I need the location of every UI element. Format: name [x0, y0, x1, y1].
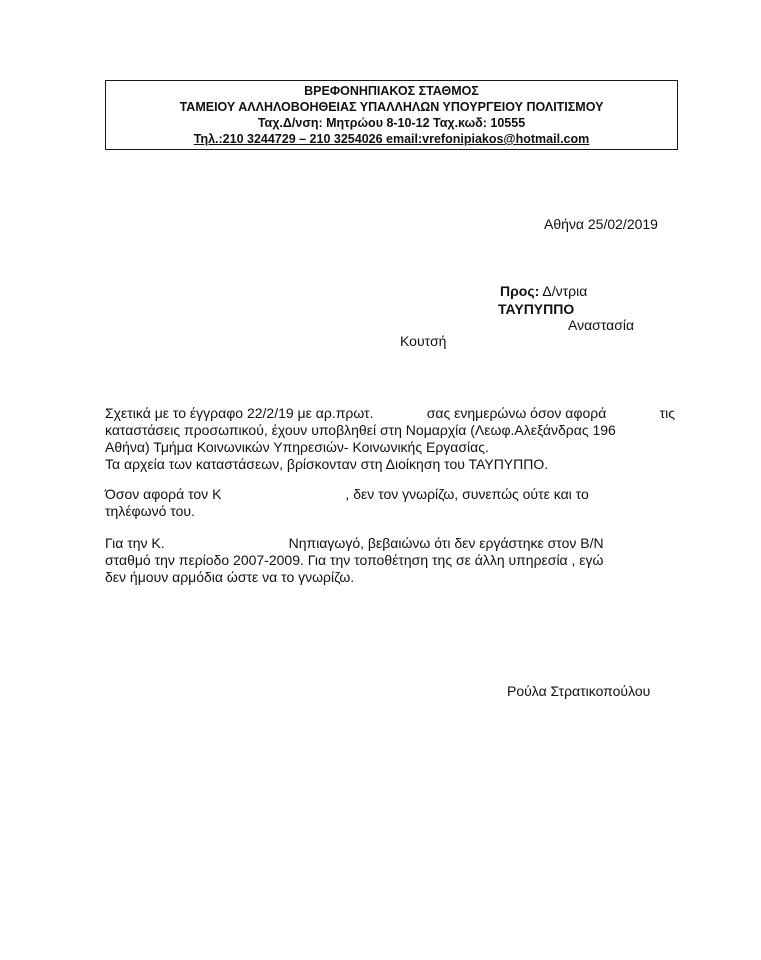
paragraph-line: καταστάσεις προσωπικού, έχουν υποβληθεί στη Νομαρχία (Λεωφ.Αλεξάνδρας 196 — [105, 422, 616, 438]
letter-date: Αθήνα 25/02/2019 — [544, 216, 658, 232]
recipient-title: Δ/ντρια — [539, 283, 588, 299]
paragraph-line — [105, 486, 675, 503]
letterhead-institution: ΒΡΕΦΟΝΗΠΙΑΚΟΣ ΣΤΑΘΜΟΣ — [304, 84, 479, 98]
paragraph-unknown-person — [105, 486, 675, 520]
paragraph-line: τηλέφωνό του. — [105, 503, 195, 519]
text-fragment: Για την Κ. — [105, 535, 165, 551]
paragraph-line: Αθήνα) Τμήμα Κοινωνικών Υπηρεσιών- Κοινωνικής Εργασίας. — [105, 439, 489, 455]
letterhead-phone: Τηλ.:210 3244729 – 210 3254026 — [193, 132, 387, 146]
text-fragment: , δεν τον γνωρίζω, συνεπώς ούτε και το — [345, 486, 589, 502]
paragraph-line: σταθμό την περίοδο 2007-2009. Για την τοποθέτηση της σε άλλη υπηρεσία , εγώ — [105, 552, 604, 568]
paragraph-line: Τα αρχεία των καταστάσεων, βρίσκονταν στη Διοίκηση του ΤΑΥΠΥΠΠΟ. — [105, 456, 549, 472]
letterhead-fund: ΤΑΜΕΙΟΥ ΑΛΛΗΛΟΒΟΗΘΕΙΑΣ ΥΠΑΛΛΗΛΩΝ ΥΠΟΥΡΓΕΙΟΥ ΠΟΛΙΤΙΣΜΟΥ — [179, 100, 604, 114]
paragraph-line — [105, 535, 675, 552]
recipient-line — [500, 283, 587, 299]
text-fragment: σας ενημερώνω όσον αφορά — [426, 405, 607, 421]
letterhead-address: Ταχ.Δ/νση: Μητρώου 8-10-12 Ταχ.κωδ: 10555 — [257, 116, 526, 130]
text-fragment: Σχετικά με το έγγραφο 22/2/19 με αρ.πρωτ. — [105, 405, 374, 421]
recipient-label: Προς: — [500, 283, 540, 299]
paragraph-line — [105, 405, 675, 422]
recipient-first-name: Αναστασία — [568, 317, 635, 333]
letterhead-box — [105, 80, 678, 150]
letterhead-email: email:vrefonipiakos@hotmail.com — [386, 132, 590, 146]
recipient-organization: ΤΑΥΠΥΠΠΟ — [498, 301, 575, 317]
paragraph-kindergarten-teacher — [105, 535, 675, 586]
paragraph-line: δεν ήμουν αρμόδια ώστε να το γνωρίζω. — [105, 569, 355, 585]
text-fragment: τις — [659, 405, 675, 421]
text-fragment: Νηπιαγωγό, βεβαιώνω ότι δεν εργάστηκε στον Β/Ν — [288, 535, 604, 551]
text-fragment: Όσον αφορά τον Κ — [105, 486, 222, 502]
signature-name: Ρούλα Στρατικοπούλου — [507, 683, 651, 699]
recipient-last-name: Κουτσή — [400, 333, 447, 349]
paragraph-staff-lists — [105, 405, 675, 473]
letterhead-contact — [106, 131, 677, 147]
